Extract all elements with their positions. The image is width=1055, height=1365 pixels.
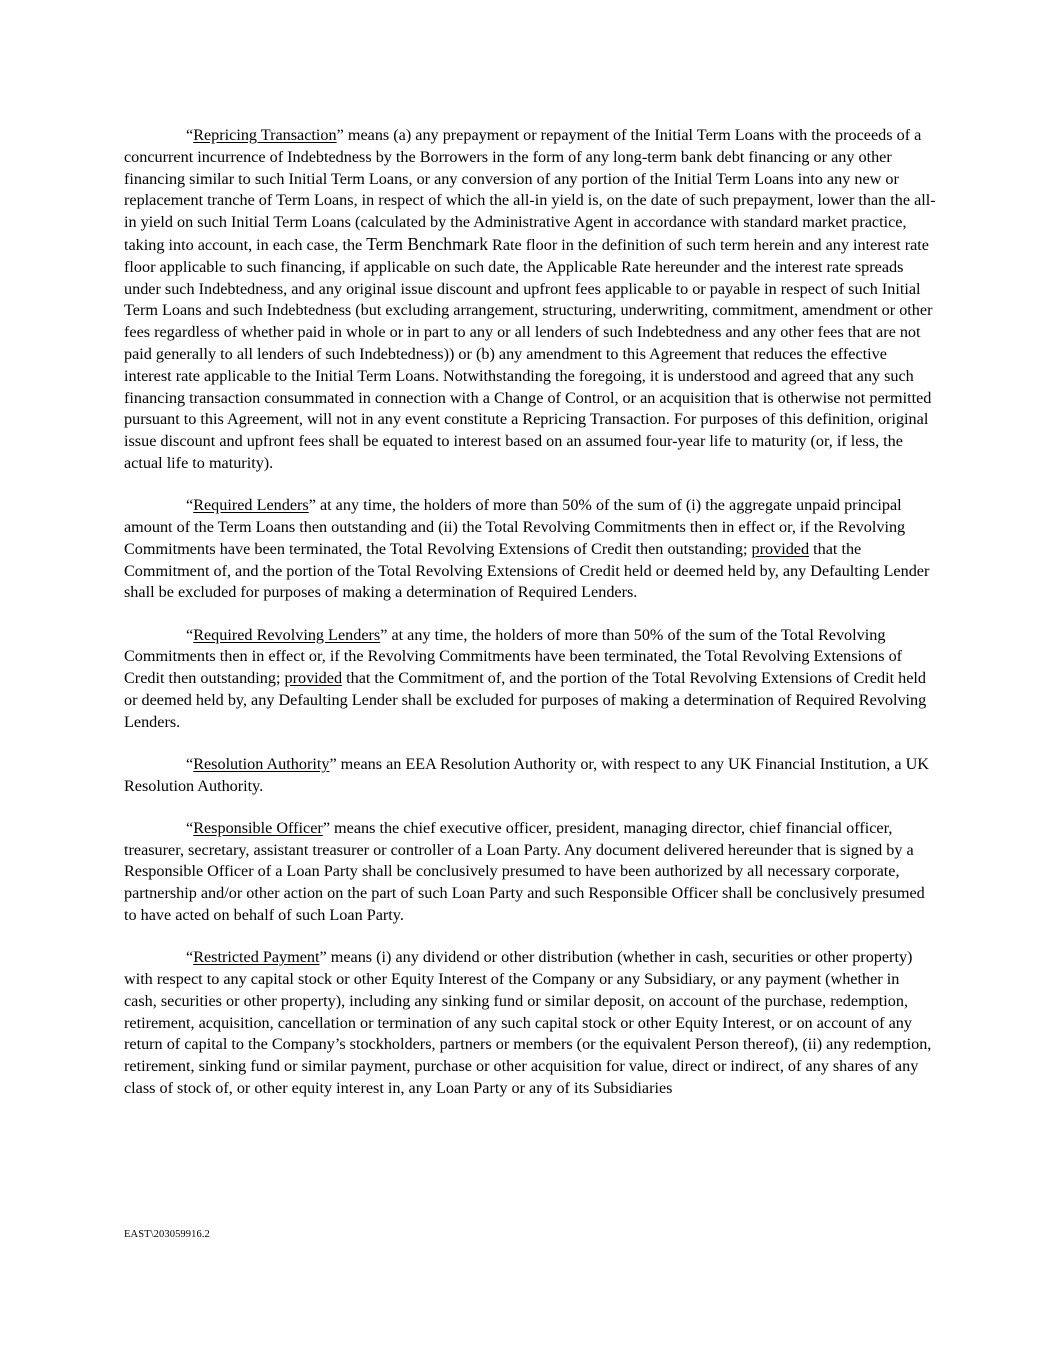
provided-term: provided bbox=[751, 539, 810, 558]
definition-text: means an EEA Resolution Authority or, with respect to any UK Financial Institution, a UK Resolution Authority. bbox=[124, 754, 929, 795]
open-quote: “ bbox=[186, 625, 194, 644]
close-quote: ” bbox=[308, 496, 316, 515]
defined-term: Responsible Officer bbox=[193, 818, 323, 837]
defined-term: Resolution Authority bbox=[193, 754, 330, 773]
definition-repricing-transaction bbox=[124, 125, 936, 475]
definition-resolution-authority bbox=[124, 754, 936, 798]
defined-term: Required Revolving Lenders bbox=[193, 625, 381, 644]
definition-restricted-payment bbox=[124, 947, 936, 1100]
term-benchmark-text: Term Benchmark bbox=[366, 233, 488, 254]
definition-text: means the chief executive officer, president, managing director, chief financial officer, treasurer, secretary, assistant treasurer or controller of a Loan Party. Any document delivered hereunder that is signed by a Responsible Officer of a Loan Party shall be conclusively presumed to have been authorized by all necessary corporate, partnership and/or other action on the part of such Loan Party and such Responsible Officer shall be conclusively presumed to have acted on behalf of such Loan Party. bbox=[124, 818, 925, 925]
open-quote: “ bbox=[186, 754, 194, 773]
definition-text: at any time, the holders of more than 50% of the sum of (i) the aggregate unpaid principal amount of the Term Loans then outstanding and (ii) the Total Revolving Commitments then in effect or, if the Revolving Commitments have been terminated, the Total Revolving Extensions of Credit then outstanding; bbox=[124, 496, 906, 558]
definition-required-revolving-lenders bbox=[124, 625, 936, 734]
open-quote: “ bbox=[186, 126, 194, 144]
defined-term: Restricted Payment bbox=[193, 948, 320, 967]
definition-required-lenders bbox=[124, 495, 936, 604]
open-quote: “ bbox=[186, 496, 194, 515]
definition-responsible-officer bbox=[124, 818, 936, 927]
close-quote: ” bbox=[322, 818, 330, 837]
close-quote: ” bbox=[380, 625, 388, 644]
defined-term: Required Lenders bbox=[193, 496, 309, 515]
close-quote: ” bbox=[329, 754, 337, 773]
definition-text: at any time, the holders of more than 50% of the sum of the Total Revolving Commitments then in effect or, if the Revolving Commitments have been terminated, the Total Revolving Extensions of Credit then outstanding; bbox=[124, 625, 903, 688]
provided-term: provided bbox=[284, 669, 343, 688]
document-footer-id: EAST\203059916.2 bbox=[124, 1229, 210, 1240]
definition-text: that the Commitment of, and the portion of the Total Revolving Extensions of Credit held or deemed held by, any Defaulting Lender shall be excluded for purposes of making a determination of Required Revolving Lenders. bbox=[124, 669, 927, 731]
document-body bbox=[124, 125, 936, 1100]
definition-text: Rate floor in the definition of such term herein and any interest rate floor applicable to such financing, if applicable on such date, the Applicable Rate hereunder and the interest rate spreads under such Indebtedness, and any original issue discount and upfront fees applicable to or payable in respect of such Initial Term Loans and such Indebtedness (but excluding arrangement, structuring, underwriting, commitment, amendment or other fees regardless of whether paid in whole or in part to any or all lenders of such Indebtedness and any other fees that are not paid generally to all lenders of such Indebtedness)) or (b) any amendment to this Agreement that reduces the effective interest rate applicable to the Initial Term Loans. Notwithstanding the foregoing, it is understood and agreed that any such financing transaction consummated in connection with a Change of Control, or an acquisition that is otherwise not permitted pursuant to this Agreement, will not in any event constitute a Repricing Transaction. For purposes of this definition, original issue discount and upfront fees shall be equated to interest based on an assumed four-year life to maturity (or, if less, the actual life to maturity). bbox=[124, 235, 933, 472]
close-quote: ” bbox=[336, 126, 344, 144]
definition-text: means (a) any prepayment or repayment of the Initial Term Loans with the proceeds of a concurrent incurrence of Indebtedness by the Borrowers in the form of any long-term bank debt financing or any other financing similar to such Initial Term Loans, or any conversion of any portion of the Initial Term Loans into any new or replacement tranche of Term Loans, in respect of which the all-in yield is, on the date of such prepayment, lower than the all-in yield on such Initial Term Loans (calculated by the Administrative Agent in accordance with standard market practice, taking into account, in each case, the bbox=[124, 126, 936, 254]
close-quote: ” bbox=[319, 948, 327, 967]
definition-text: means (i) any dividend or other distribution (whether in cash, securities or other property) with respect to any capital stock or other Equity Interest of the Company or any Subsidiary, or any payment (whether in cash, securities or other property), including any sinking fund or similar deposit, on account of the purchase, redemption, retirement, acquisition, cancellation or termination of any such capital stock or other Equity Interest, or on account of any return of capital to the Company’s stockholders, partners or members (or the equivalent Person thereof), (ii) any redemption, retirement, sinking fund or similar payment, purchase or other acquisition for value, direct or indirect, of any shares of any class of stock of, or other equity interest in, any Loan Party or any of its Subsidiaries bbox=[124, 948, 932, 1098]
open-quote: “ bbox=[186, 948, 194, 967]
open-quote: “ bbox=[186, 818, 194, 837]
defined-term: Repricing Transaction bbox=[193, 126, 337, 144]
definition-text: that the Commitment of, and the portion of the Total Revolving Extensions of Credit held or deemed held by, any Defaulting Lender shall be excluded for purposes of making a determination of Required Lenders. bbox=[124, 539, 930, 602]
